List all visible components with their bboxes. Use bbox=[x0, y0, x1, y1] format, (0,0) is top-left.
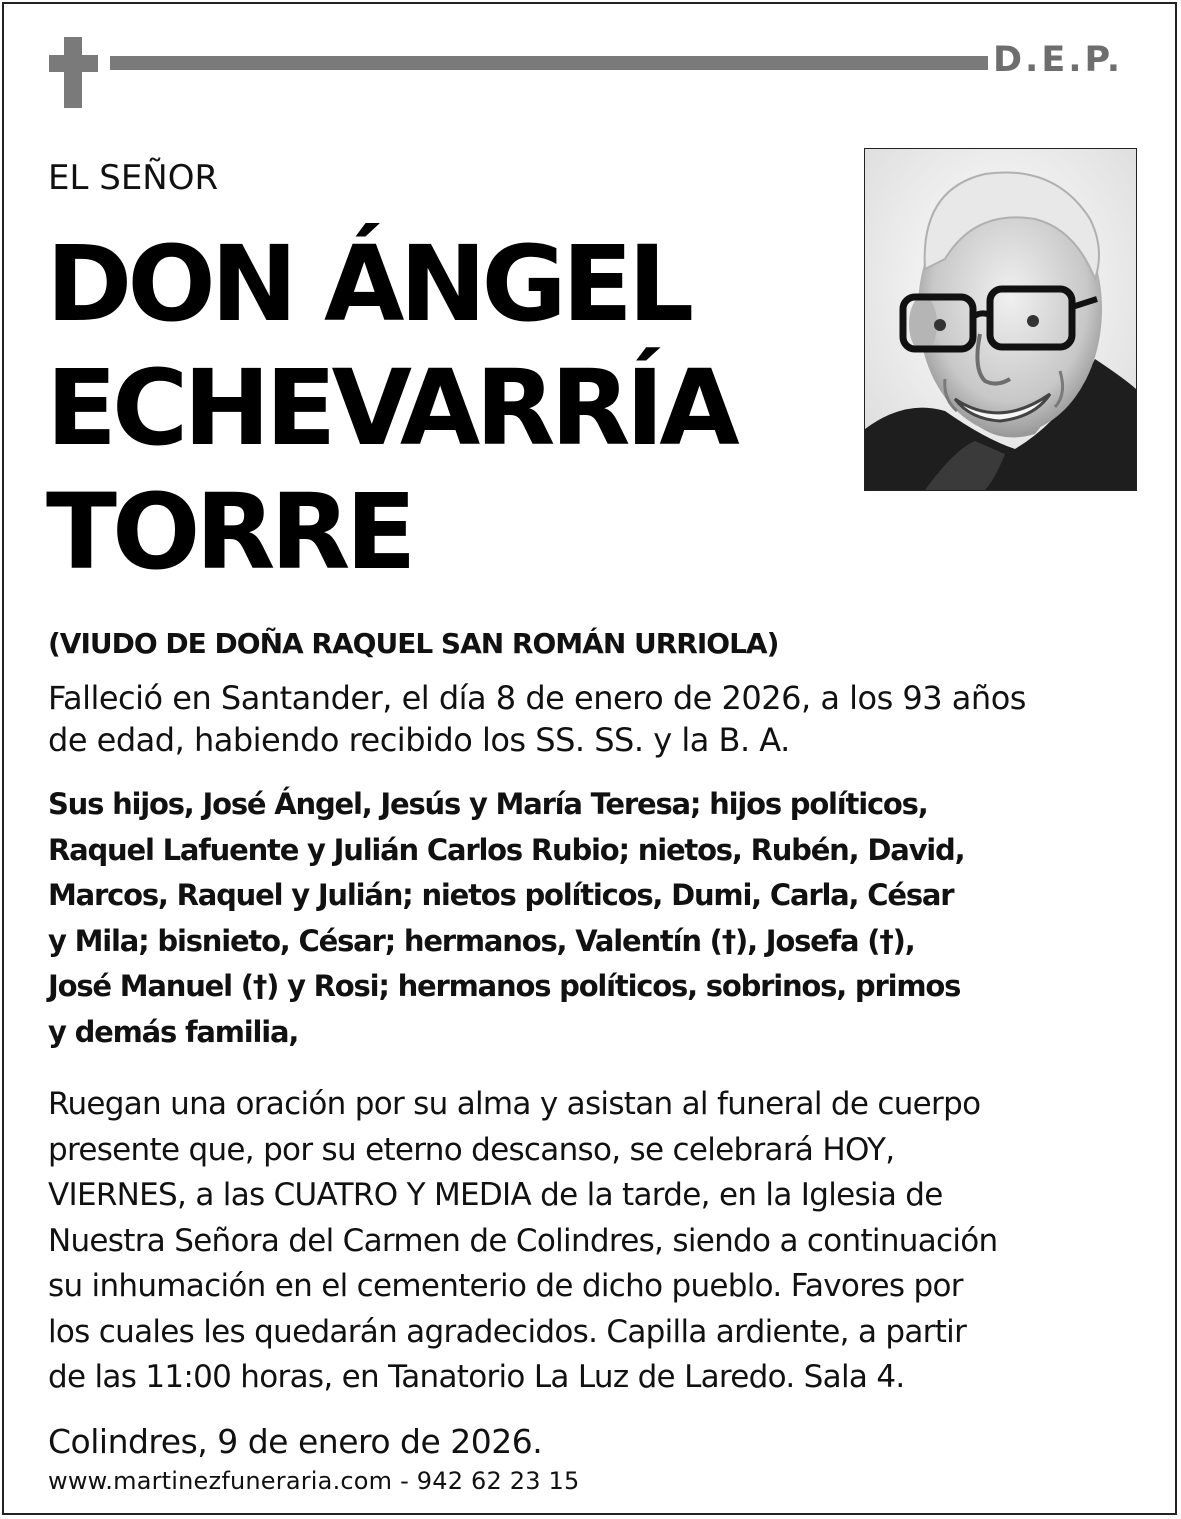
portrait-illustration bbox=[865, 149, 1136, 490]
honorific: EL SEÑOR bbox=[48, 158, 219, 198]
cross-icon bbox=[64, 37, 82, 108]
text-line: de las 11:00 horas, en Tanatorio La Luz de Laredo. Sala 4. bbox=[48, 1359, 905, 1395]
name-line: DON ÁNGEL bbox=[46, 223, 690, 345]
cross-icon-bar bbox=[49, 55, 98, 72]
text-line: Ruegan una oración por su alma y asistan al funeral de cuerpo bbox=[48, 1086, 981, 1122]
text-line: Sus hijos, José Ángel, Jesús y María Teresa; hijos políticos, bbox=[48, 787, 928, 821]
portrait-photo bbox=[864, 148, 1137, 491]
name-line: ECHEVARRÍA bbox=[46, 347, 735, 469]
widow-of: (VIUDO DE DOÑA RAQUEL SAN ROMÁN URRIOLA) bbox=[48, 627, 779, 660]
text-line: su inhumación en el cementerio de dicho pueblo. Favores por bbox=[48, 1268, 963, 1304]
place-date: Colindres, 9 de enero de 2026. bbox=[48, 1422, 543, 1461]
deceased-name bbox=[46, 222, 836, 594]
text-line: presente que, por su eterno descanso, se celebrará HOY, bbox=[48, 1131, 895, 1168]
header-rule bbox=[110, 56, 988, 70]
funeral-details bbox=[48, 1082, 1148, 1401]
text-line: los cuales les quedarán agradecidos. Capilla ardiente, a partir bbox=[48, 1313, 967, 1350]
name-line: TORRE bbox=[46, 471, 412, 593]
text-line: de edad, habiendo recibido los SS. SS. y la B. A. bbox=[48, 721, 790, 759]
text-line: José Manuel (†) y Rosi; hermanos políticos, sobrinos, primos bbox=[48, 969, 961, 1003]
text-line: Marcos, Raquel y Julián; nietos políticos, Dumi, Carla, César bbox=[48, 878, 954, 912]
text-line: y demás familia, bbox=[48, 1014, 299, 1049]
text-line: Falleció en Santander, el día 8 de enero de 2026, a los 93 años bbox=[48, 679, 1026, 717]
text-line: Nuestra Señora del Carmen de Colindres, siendo a continuación bbox=[48, 1222, 998, 1259]
family-list bbox=[48, 782, 1148, 1055]
dep-label: D.E.P. bbox=[993, 40, 1124, 80]
text-line: VIERNES, a las CUATRO Y MEDIA de la tarde, en la Iglesia de bbox=[48, 1177, 943, 1213]
funeral-home-contact[interactable]: www.martinezfuneraria.com - 942 62 23 15 bbox=[48, 1467, 580, 1495]
text-line: y Mila; bisnieto, César; hermanos, Valentín (†), Josefa (†), bbox=[48, 923, 915, 958]
text-line: Raquel Lafuente y Julián Carlos Rubio; nietos, Rubén, David, bbox=[48, 832, 965, 867]
death-announcement bbox=[48, 677, 1148, 761]
